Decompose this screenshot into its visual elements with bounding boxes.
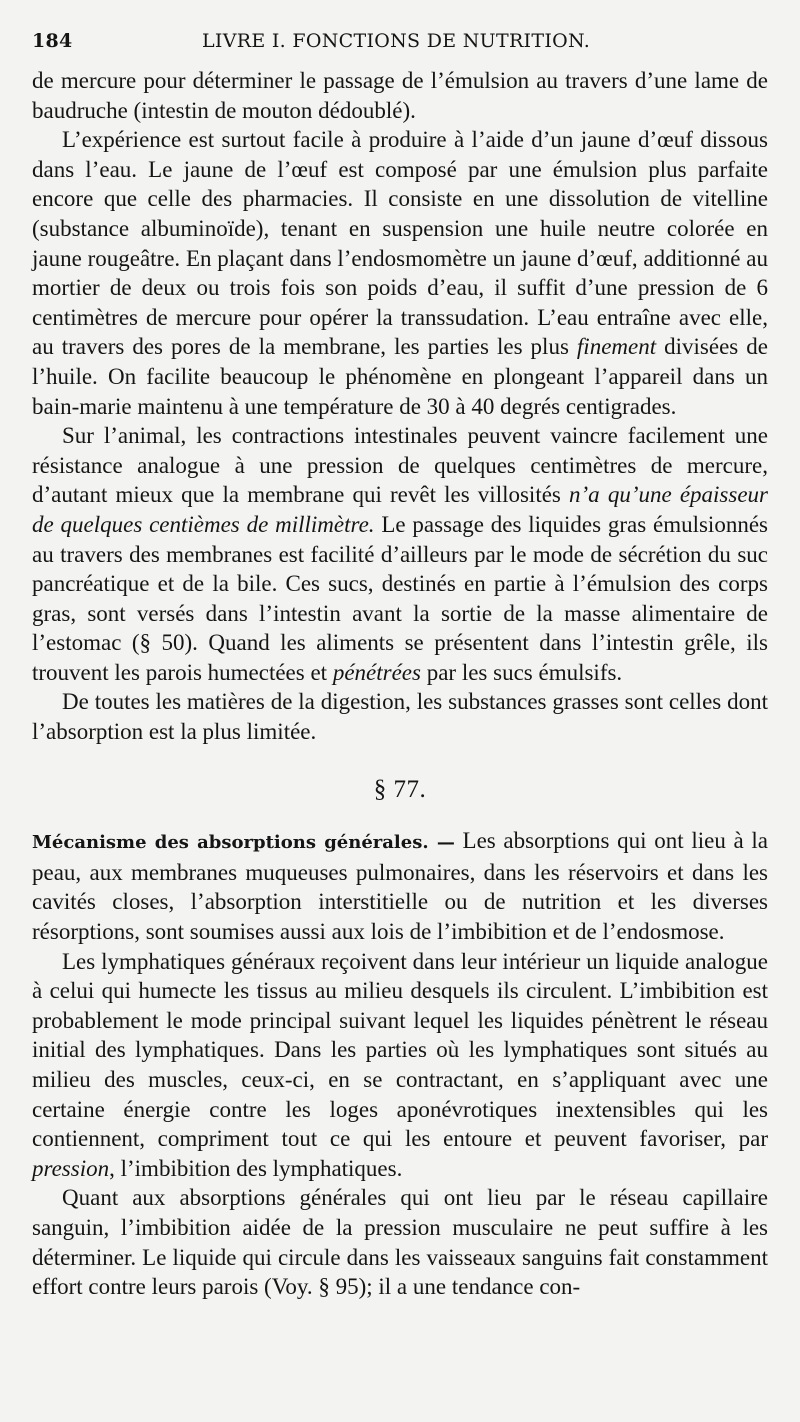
italic-text: pénétrées [332,659,421,685]
italic-text: pression [32,1155,110,1181]
section-paragraph [32,826,768,946]
text-run: par les sucs émulsifs. [420,659,623,685]
text-run: , l’imbibition des lymphatiques. [109,1155,403,1181]
text-run: Les lymphatiques généraux reçoivent dans leur intérieur un liquide analogue à celui qui humecte les tissus au milieu desquels ils circulent. L’imbibition est probablement le mode principal suivant lequel les liquides pénètrent le réseau initial des lymphatiques. Dans les parties où les lymphatiques sont situés au milieu des muscles, ceux-ci, en se contractant, en s’appliquant avec une certaine énergie contre les loges aponévrotiques inextensibles qui les contiennent, compriment tout ce qui les entoure et peuvent favoriser, par [32,948,768,1152]
text-run: L’expérience est surtout facile à produire à l’aide d’un jaune d’œuf dissous dans l’eau. Le jaune de l’œuf est composé par une émulsion plus parfaite encore que celle des pharmacies. Il consiste en une dissolution de vitelline (substance albuminoïde), tenant en suspension une huile neutre colorée en jaune rougeâtre. En plaçant dans l’endosmomètre un jaune d’œuf, additionné au mortier de deux ou trois fois son poids d’eau, il suffit d’une pression de 6 centimètres de mercure pour opérer la transsudation. L’eau entraîne avec elle, au travers des pores de la membrane, les parties les plus [32,127,768,360]
text-run: Sur l’animal, les contractions intestinales peuvent vaincre facilement une résistance analogue à une pression de quelques centimètres de mercure, d’autant mieux que la membrane qui revêt les villosités [32,423,768,508]
paragraph [32,687,768,746]
section-title: Mécanisme des absorptions générales. — [32,832,455,854]
section-number: § 77. [373,775,427,803]
paragraph [32,421,768,687]
paragraph [32,66,768,125]
italic-text: finement [576,334,657,360]
section-paragraph [32,1183,768,1301]
body-text [32,66,768,1302]
section-paragraph [32,947,768,1184]
text-run: divisées de l’huile. On facilite beaucoup le phénomène en plongeant l’appareil dans un bain-marie maintenu à une température de 30 à 40 degrés centigrades. [32,334,768,419]
running-head: LIVRE I. FONCTIONS DE NUTRITION. [202,30,591,52]
text-run: de mercure pour déterminer le passage de l’émulsion au travers d’une lame de baudruche (intestin de mouton dédoublé). [32,68,768,123]
page-number: 184 [32,30,73,52]
text-run: De toutes les matières de la digestion, les substances grasses sont celles dont l’absorption est la plus limitée. [32,689,768,745]
text-run: Quant aux absorptions générales qui ont lieu par le réseau capillaire sanguin, l’imbibition aidée de la pression musculaire ne peut suffire à les déterminer. Le liquide qui circule dans les vaisseaux sanguins fait constamment effort contre leurs parois (Voy. § 95); il a une tendance con- [32,1185,768,1300]
italic-text: n’a qu’une épaisseur de quelques centièmes de millimètre. [32,482,768,537]
text-run: Le passage des liquides gras émulsionnés au travers des membranes est facilité d’ailleurs par le mode de sécrétion du suc pancréatique et de la bile. Ces sucs, destinés en partie à l’émulsion des corps gras, sont versés dans l’intestin avant la sortie de la masse alimentaire de l’estomac (§ 50). Quand les aliments se présentent dans l’intestin grêle, ils trouvent les parois humectées et [32,511,768,685]
page-header [32,30,768,64]
text-run: Les absorptions qui ont lieu à la peau, aux membranes muqueuses pulmonaires, dans les réservoirs et dans les cavités closes, l’absorption interstitielle ou de nutrition et les diverses résorptions, sont soumises aussi aux lois de l’imbibition et de l’endosmose. [32,828,769,945]
paragraph [32,125,768,421]
